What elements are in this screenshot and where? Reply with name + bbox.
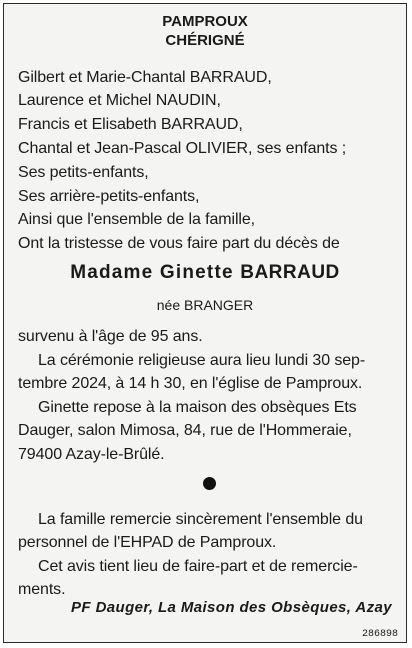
rest-line: 79400 Azay-le-Brûlé. bbox=[18, 446, 165, 463]
obituary-notice bbox=[3, 3, 407, 643]
notice-line: Cet avis tient lieu de faire-part et de remercie- bbox=[38, 558, 358, 575]
funeral-home-signature: PF Dauger, La Maison des Obsèques, Azay bbox=[71, 599, 392, 616]
family-line: Gilbert et Marie-Chantal BARRAUD, bbox=[18, 69, 272, 86]
reference-number: 286898 bbox=[361, 629, 398, 640]
maiden-name: née BRANGER bbox=[156, 297, 254, 313]
thanks-line: La famille remercie sincèrement l'ensemble du bbox=[38, 511, 363, 528]
family-line: Laurence et Michel NAUDIN, bbox=[18, 92, 221, 109]
family-line: Ses arrière-petits-enfants, bbox=[18, 188, 200, 205]
rest-line: Dauger, salon Mimosa, 84, rue de l'Hommeraie, bbox=[18, 422, 352, 439]
ceremony-line: tembre 2024, à 14 h 30, en l'église de Pamproux. bbox=[18, 375, 363, 392]
deceased-surname: BARRAUD bbox=[240, 262, 340, 283]
rest-line: Ginette repose à la maison des obsèques Ets bbox=[38, 399, 357, 416]
town-name: PAMPROUX bbox=[162, 13, 248, 30]
family-line: Ont la tristesse de vous faire part du décès de bbox=[18, 235, 340, 252]
town-name-secondary: CHÉRIGNÉ bbox=[165, 32, 245, 49]
family-line: Chantal et Jean-Pascal OLIVIER, ses enfants ; bbox=[18, 140, 347, 157]
family-line: Francis et Elisabeth BARRAUD, bbox=[18, 116, 243, 133]
family-line: Ses petits-enfants, bbox=[18, 164, 149, 181]
notice-line: ments. bbox=[18, 581, 66, 598]
notice-header bbox=[4, 12, 406, 50]
family-line: Ainsi que l'ensemble de la famille, bbox=[18, 211, 256, 228]
deceased-name bbox=[4, 262, 406, 284]
age-line: survenu à l'âge de 95 ans. bbox=[18, 328, 203, 345]
thanks-line: personnel de l'EHPAD de Pamproux. bbox=[18, 534, 277, 551]
separator-bullet bbox=[203, 477, 216, 490]
deceased-first-name: Madame Ginette bbox=[70, 262, 234, 283]
ceremony-line: La cérémonie religieuse aura lieu lundi 30 sep- bbox=[38, 352, 366, 369]
